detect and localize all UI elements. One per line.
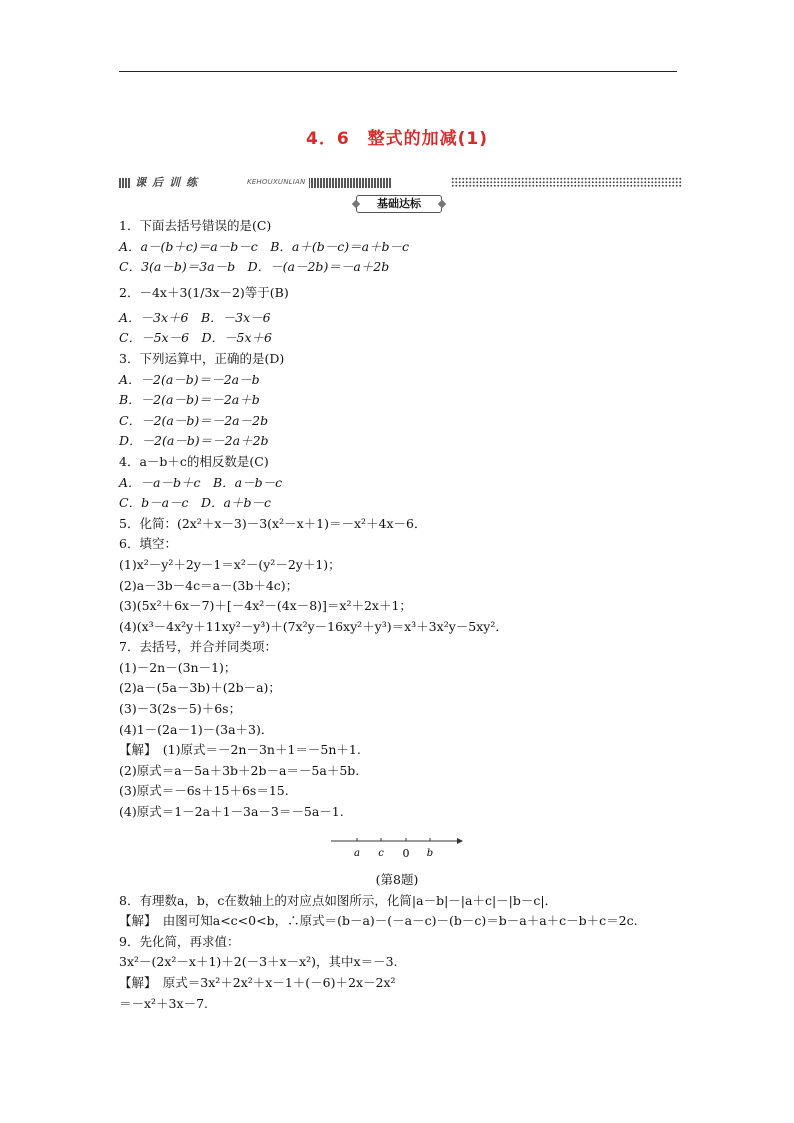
page-title: 4．6 整式的加减(1) — [305, 129, 489, 149]
banner-tag: 课后训练 — [131, 175, 249, 190]
q4-options-cd: C．b－a－c D．a＋b－c — [119, 495, 271, 511]
q3-option-c: C．－2(a－b)＝－2a－2b — [119, 412, 269, 428]
q7-part3: (3)－3(2s－5)＋6s； — [119, 701, 242, 717]
q7-solution-2: (2)原式＝a－5a＋3b＋2b－a＝－5a＋5b. — [119, 762, 360, 778]
q3-option-b: B．－2(a－b)＝－2a＋b — [119, 392, 260, 408]
tick-label-c: c — [378, 847, 384, 859]
q9-solution-1: 【解】 原式＝3x²＋2x²＋x－1＋(－6)＋2x－2x² — [119, 975, 396, 990]
q7-solution-1: 【解】 (1)原式＝－2n－3n＋1＝－5n＋1. — [119, 742, 361, 758]
q3-option-a: A．－2(a－b)＝－2a－b — [119, 371, 260, 387]
banner-subtitle: KEHOUXUNLIAN — [243, 175, 309, 190]
q1-options-cd: C．3(a－b)＝3a－b D．－(a－2b)＝－a＋2b — [119, 259, 390, 275]
q1: 1．下面去括号错误的是(C) — [119, 218, 272, 233]
q8-solution: 【解】 由图可知a<c<0<b，∴原式＝(b－a)－(－a－c)－(b－c)＝b－a＋a＋c－b＋c＝2c. — [119, 913, 638, 929]
exercise-content — [119, 216, 689, 1014]
q3: 3．下列运算中，正确的是(D) — [119, 350, 285, 366]
section-label: 基础达标 — [356, 195, 442, 213]
figure-caption: (第8题) — [375, 871, 419, 887]
q8: 8．有理数a，b，c在数轴上的对应点如图所示，化简|a－b|－|a＋c|－|b－c|． — [119, 892, 558, 908]
q2: 2．－4x＋3(1/3x－2)等于(B) — [119, 284, 289, 300]
q9: 9．先化简，再求值： — [119, 933, 240, 949]
q6-part2: (2)a－3b－4c＝a－(3b＋4c)； — [119, 577, 299, 593]
section-banner — [119, 175, 682, 190]
tick-label-b: b — [426, 847, 434, 859]
q6-part4: (4)(x³－4x²y＋11xy²－y³)＋(7x²y－16xy²＋y³)＝x³＋3x²y－5xy²． — [119, 618, 508, 634]
number-line — [331, 837, 463, 867]
q9-solution-2: ＝－x²＋3x－7. — [119, 995, 208, 1011]
number-line-figure — [119, 833, 689, 869]
q7-part2: (2)a－(5a－3b)＋(2b－a)； — [119, 680, 281, 696]
q5: 5．化简：(2x²＋x－3)－3(x²－x＋1)＝－x²＋4x－6． — [119, 515, 427, 531]
q2-options-cd: C．－5x－6 D．－5x＋6 — [119, 330, 272, 346]
q1-options-ab: A．a－(b＋c)＝a－b－c B．a＋(b－c)＝a＋b－c — [119, 238, 410, 254]
q2-options-ab: A．－3x＋6 B．－3x－6 — [119, 309, 271, 325]
tick-label-zero: 0 — [402, 846, 410, 860]
top-rule — [119, 71, 677, 72]
q4: 4．a－b＋c的相反数是(C) — [119, 453, 269, 469]
q6-part3: (3)(5x²＋6x－7)＋[－4x²－(4x－8)]＝x²＋2x＋1； — [119, 598, 412, 614]
q7-solution-4: (4)原式＝1－2a＋1－3a－3＝－5a－1. — [119, 804, 344, 820]
q9-expression: 3x²－(2x²－x＋1)＋2(－3＋x－x²)，其中x＝－3. — [119, 954, 398, 970]
q4-options-ab: A．－a－b＋c B．a－b－c — [119, 474, 283, 490]
q7-part1: (1)－2n－(3n－1)； — [119, 659, 237, 675]
q6: 6．填空： — [119, 536, 177, 552]
q7-part4: (4)1－(2a－1)－(3a＋3)． — [119, 721, 274, 737]
q7: 7．去括号，并合并同类项： — [119, 639, 277, 655]
q7-solution-3: (3)原式＝－6s＋15＋6s＝15. — [119, 783, 289, 799]
tick-label-a: a — [354, 847, 360, 859]
q3-option-d: D．－2(a－b)＝－2a＋2b — [119, 433, 269, 449]
banner-dots — [451, 177, 682, 188]
q6-part1: (1)x²－y²＋2y－1＝x²－(y²－2y＋1)； — [119, 556, 341, 572]
